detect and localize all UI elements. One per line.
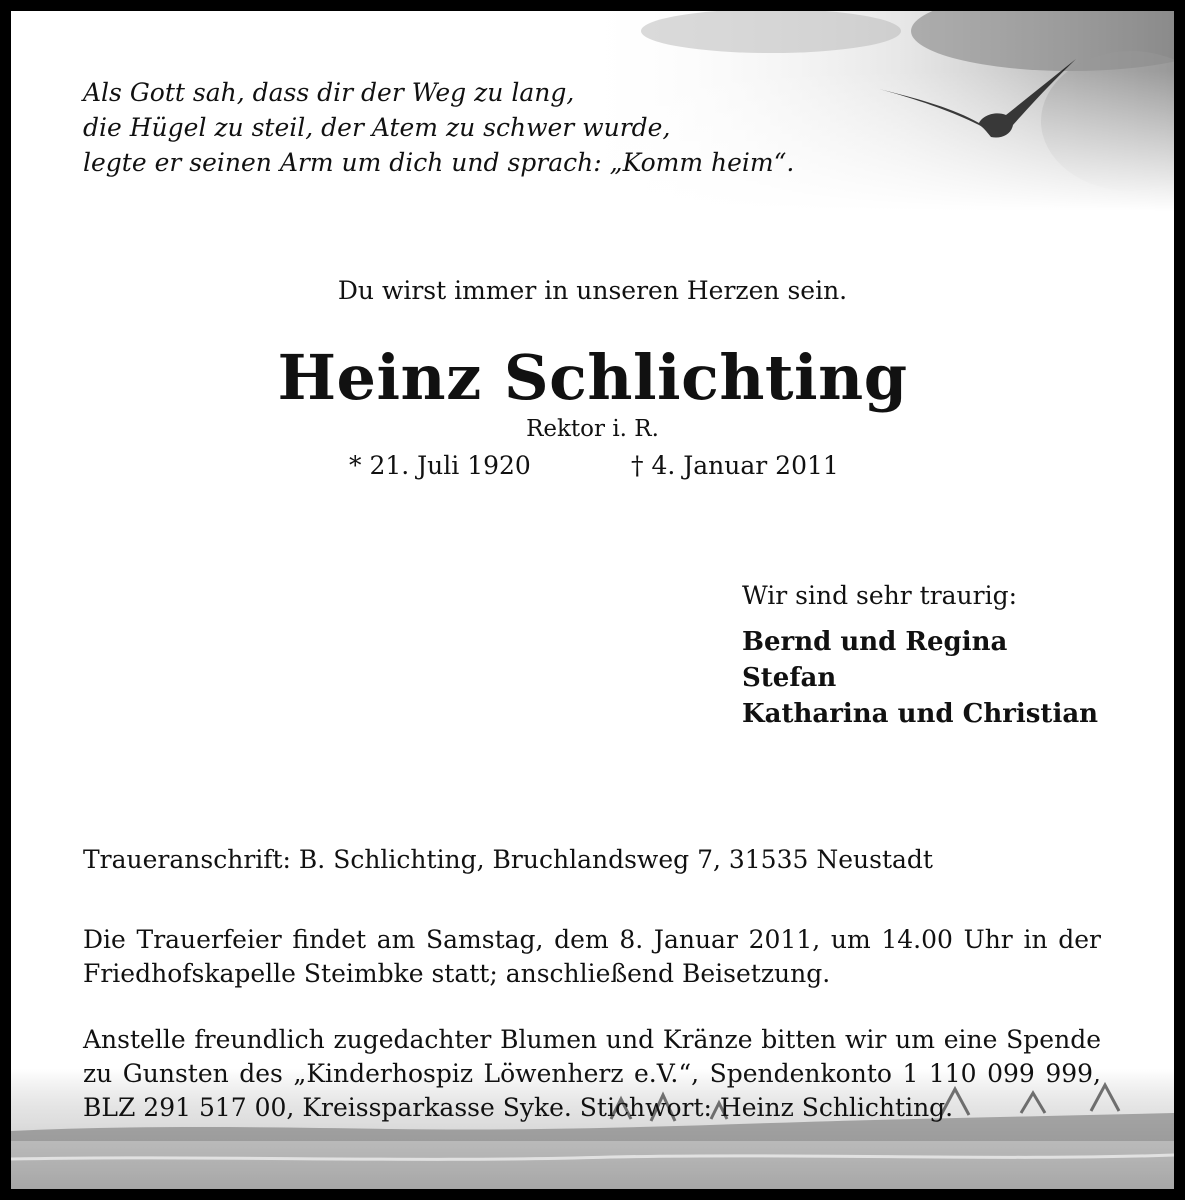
poem-line: die Hügel zu steil, der Atem zu schwer wurde, [83,113,671,142]
death-date: † 4. Januar 2011 [631,451,839,480]
mourner-family: Stefan [742,663,837,693]
deceased-title: Rektor i. R. [526,416,659,442]
mourners-lead: Wir sind sehr traurig: [742,581,1018,610]
birth-date: * 21. Juli 1920 [349,451,531,480]
poem [83,75,794,180]
deceased-name: Heinz Schlichting [277,341,908,414]
funeral-service-info: Die Trauerfeier findet am Samstag, dem 8. Januar 2011, um 14.00 Uhr in der Friedhofskapelle Steimbke statt; anschließend Beisetzung. [83,925,1101,988]
mourner-family: Katharina und Christian [742,699,1099,729]
motto: Du wirst immer in unseren Herzen sein. [337,276,848,305]
poem-line: Als Gott sah, dass dir der Weg zu lang, [83,78,575,107]
mourning-address: Traueranschrift: B. Schlichting, Bruchlandsweg 7, 31535 Neustadt [83,845,933,874]
mourner-family: Bernd und Regina [742,627,1008,657]
donation-request: Anstelle freundlich zugedachter Blumen und Kränze bitten wir um eine Spende zu Gunsten des „Kinderhospiz Löwenherz e.V.“, Spendenkonto 1 110 099 999, BLZ 291 517 00, Kreissparkasse Syke. Stichwort: Heinz Schlichting. [83,1025,1101,1122]
mourners [742,581,1098,732]
poem-line: legte er seinen Arm um dich und sprach: „Komm heim“. [83,148,795,177]
